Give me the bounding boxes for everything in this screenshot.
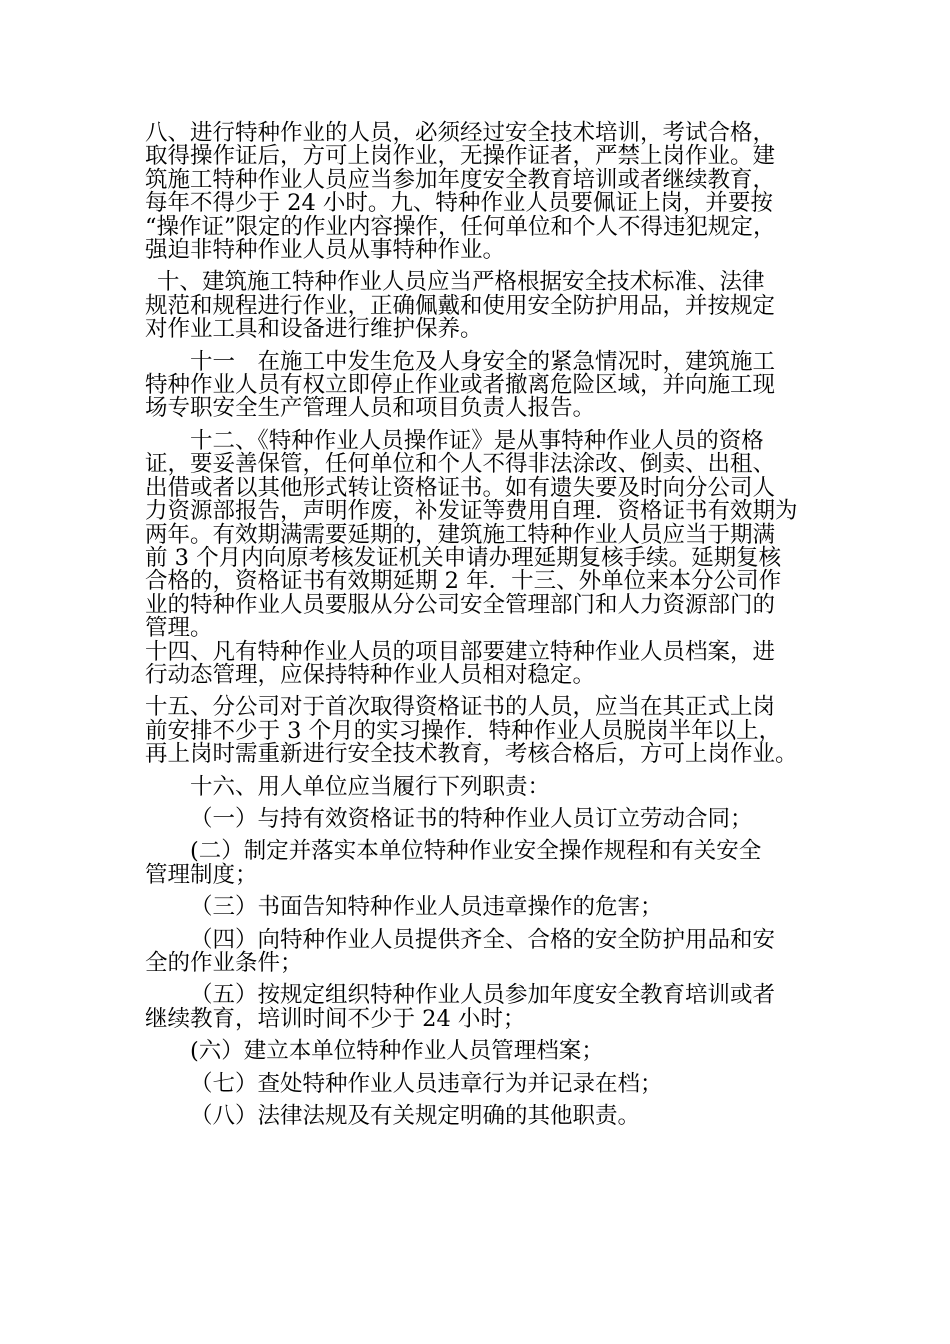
text-line: 十四、凡有特种作业人员的项目部要建立特种作业人员档案，进 xyxy=(145,638,776,665)
paragraph-14 xyxy=(145,638,835,688)
paragraph-12-13 xyxy=(145,427,835,642)
text-line: 十二、《特种作业人员操作证》是从事特种作业人员的资格 xyxy=(190,427,764,454)
duty-item-2 xyxy=(145,840,835,887)
text-line: 出借或者以其他形式转让资格证书。如有遗失要及时向分公司人 xyxy=(145,474,776,501)
text-line: 十五、分公司对于首次取得资格证书的人员，应当在其正式上岗 xyxy=(145,694,776,721)
text-line: （三）书面告知特种作业人员违章操作的危害； xyxy=(190,894,663,921)
duty-item-7 xyxy=(145,1070,835,1097)
text-line: 规范和规程进行作业，正确佩戴和使用安全防护用品，并按规定 xyxy=(145,292,776,319)
text-line: (二）制定并落实本单位特种作业安全操作规程和有关安全 xyxy=(190,838,762,865)
text-line: 前 3 个月内向原考核发证机关申请办理延期复核手续。延期复核 xyxy=(145,544,782,571)
text-line: 管理制度； xyxy=(145,861,258,888)
text-line: 筑施工特种作业人员应当参加年度安全教育培训或者继续教育， xyxy=(145,166,776,193)
paragraph-11 xyxy=(145,348,835,422)
text-line: 十六、用人单位应当履行下列职责： xyxy=(190,773,551,800)
text-line: 继续教育，培训时间不少于 24 小时； xyxy=(145,1005,526,1032)
text-line: 合格的，资格证书有效期延期 2 年．十三、外单位来本分公司作 xyxy=(145,568,782,595)
paragraph-8-9 xyxy=(145,122,835,262)
text-line: 八、进行特种作业的人员，必须经过安全技术培训，考试合格， xyxy=(145,120,776,146)
duty-item-6 xyxy=(145,1040,835,1063)
text-line: 再上岗时需重新进行安全技术教育，考核合格后，方可上岗作业。 xyxy=(145,741,798,768)
text-line: 十、建筑施工特种作业人员应当严格根据安全技术标准、法律 xyxy=(157,269,765,296)
text-line: 证，要妥善保管，任何单位和个人不得非法涂改、倒卖、出租、 xyxy=(145,451,776,478)
text-line: 全的作业条件； xyxy=(145,950,303,976)
text-line: 强迫非特种作业人员从事特种作业。 xyxy=(145,237,506,264)
text-line: （八）法律法规及有关规定明确的其他职责。 xyxy=(190,1103,641,1130)
text-line: （四）向特种作业人员提供齐全、合格的安全防护用品和安 xyxy=(190,926,776,953)
paragraph-16 xyxy=(145,773,835,800)
paragraph-10 xyxy=(145,271,835,341)
text-line: 行动态管理，应保持特种作业人员相对稳定。 xyxy=(145,661,596,688)
text-line: （七）查处特种作业人员违章行为并记录在档； xyxy=(190,1070,663,1097)
duty-item-1 xyxy=(145,805,835,832)
duty-item-5 xyxy=(145,984,835,1031)
text-line: 每年不得少于 24 小时。九、特种作业人员要佩证上岗，并要按 xyxy=(145,190,773,217)
text-line: 十一 在施工中发生危及人身安全的紧急情况时，建筑施工 xyxy=(190,348,776,375)
body-text xyxy=(145,122,835,1128)
text-line: “操作证”限定的作业内容操作，任何单位和个人不得违犯规定， xyxy=(145,213,776,240)
text-line: 特种作业人员有权立即停止作业或者撤离危险区域，并向施工现 xyxy=(145,372,776,399)
duty-item-4 xyxy=(145,926,835,976)
text-line: 对作业工具和设备进行维护保养。 xyxy=(145,316,483,343)
text-line: 业的特种作业人员要服从分公司安全管理部门和人力资源部门的 xyxy=(145,591,776,618)
duty-item-3 xyxy=(145,896,835,919)
text-line: （一）与持有效资格证书的特种作业人员订立劳动合同； xyxy=(190,805,753,832)
text-line: 取得操作证后，方可上岗作业，无操作证者，严禁上岗作业。建 xyxy=(145,143,776,170)
text-line: （五）按规定组织特种作业人员参加年度安全教育培训或者 xyxy=(190,982,776,1009)
duty-item-8 xyxy=(145,1105,835,1128)
text-line: 力资源部报告，声明作废，补发证等费用自理．资格证书有效期为 xyxy=(145,498,798,525)
text-line: 管理。 xyxy=(145,615,213,642)
text-line: (六）建立本单位特种作业人员管理档案； xyxy=(190,1038,604,1065)
text-line: 场专职安全生产管理人员和项目负责人报告。 xyxy=(145,395,596,422)
paragraph-15 xyxy=(145,696,835,766)
text-line: 前安排不少于 3 个月的实习操作．特种作业人员脱岗半年以上， xyxy=(145,717,782,744)
text-line: 两年。有效期满需要延期的，建筑施工特种作业人员应当于期满 xyxy=(145,521,776,548)
